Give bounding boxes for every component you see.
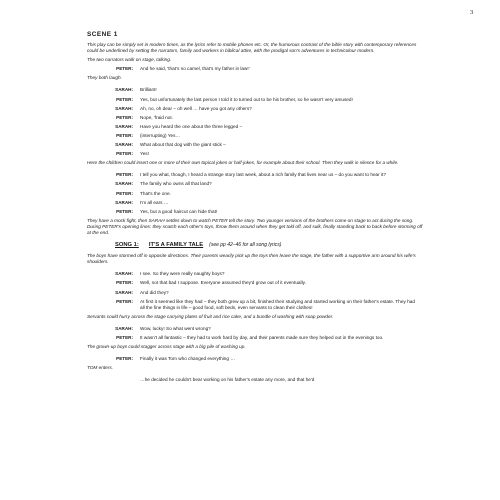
- stage-direction: The grown-up boys could stagger across stage with a big pile of washing up.: [87, 344, 246, 350]
- speaker-name: SARAH:: [115, 271, 133, 277]
- song-title: IT'S A FAMILY TALE: [148, 242, 204, 249]
- dialogue-line: [87, 133, 423, 139]
- dialogue-line: [87, 181, 423, 187]
- speaker-name: PETER:: [116, 280, 133, 286]
- dialogue-text: Brilliant!: [140, 87, 157, 93]
- speaker-name: SARAH:: [115, 181, 133, 187]
- speaker-name: [87, 377, 140, 383]
- dialogue-text: …he decided he couldn't bear working on his father's estate any more, and that he'd: [140, 377, 315, 383]
- dialogue-line: [87, 115, 423, 121]
- dialogue-text: And he said, 'that's no camel, that's my father in law!': [140, 66, 250, 72]
- song-note: (see pp 42–46 for all song lyrics): [209, 242, 282, 249]
- dialogue-text: Finally it was Tom who changed everything …: [140, 356, 236, 362]
- dialogue-text: Nope, 'fraid not.: [140, 114, 173, 120]
- speaker-name: SARAH:: [115, 87, 133, 93]
- stage-direction: TOM enters.: [87, 365, 113, 371]
- speaker-name: SARAH:: [115, 289, 133, 295]
- speaker-name: PETER:: [116, 114, 133, 120]
- dialogue-line: [87, 142, 423, 148]
- dialogue-text: I'm all ears …: [140, 199, 169, 205]
- speaker-name: PETER:: [116, 151, 133, 157]
- dialogue-text: Ah, no, oh dear – oh well … have you got any others?: [140, 105, 252, 111]
- stage-direction: They both laugh.: [87, 75, 122, 81]
- speaker-name: PETER:: [116, 172, 133, 178]
- dialogue-text: And did they?: [140, 289, 169, 295]
- speaker-name: SARAH:: [115, 325, 133, 331]
- dialogue-line: [87, 280, 423, 286]
- song-number: SONG 1:: [115, 242, 139, 249]
- dialogue-text: The family who owns all that land?: [140, 181, 212, 187]
- dialogue-line: [87, 172, 423, 178]
- speaker-name: SARAH:: [115, 199, 133, 205]
- speaker-name: SARAH:: [115, 105, 133, 111]
- song-heading: [115, 242, 423, 248]
- script-body: [87, 42, 423, 383]
- speaker-name: PETER:: [116, 132, 133, 138]
- dialogue-text: Yes, but a good haircut can hide that!: [140, 208, 218, 214]
- dialogue-text: What about that dog with the giant stick –: [140, 142, 226, 148]
- dialogue-line: [87, 124, 423, 130]
- dialogue-text: (interrupting) Yes…: [140, 132, 181, 138]
- dialogue-line: [87, 356, 423, 362]
- speaker-name: PETER:: [116, 96, 133, 102]
- dialogue-line: [87, 106, 423, 112]
- dialogue-text: That's the one.: [140, 190, 171, 196]
- dialogue-line: [87, 290, 423, 296]
- dialogue-line: [87, 87, 423, 93]
- dialogue-text: I tell you what, though, I heard a strange story last week, about a rich family that lives near us – do you want to hear it?: [140, 172, 386, 178]
- dialogue-line: [87, 299, 423, 311]
- dialogue-line: [87, 97, 423, 103]
- dialogue-line: [87, 200, 423, 206]
- stage-direction: They have a mock fight, then SARAH settles down to watch PETER tell the story. Two younger versions of the brothers come on stage to act during the song. During PETER's opening lines: they snatch each other's toys, throw them around when they get told off, and sulk, finally standing back to back before storming off at the end.: [87, 217, 423, 235]
- stage-direction: Servants could hurry across the stage carrying plates of fruit and rice cake, and a bundle of washing with soap powder.: [87, 313, 334, 319]
- dialogue-line: [87, 151, 423, 157]
- stage-direction: This play can be simply set in modern times, as the lyrics refer to mobile phones etc. Or, the humorous contrast of the bible story with contemporary references could be underlined by setting the narrators, family and workers in biblical attire, with the prodigal son's adventures in technicolour modern.: [87, 42, 417, 54]
- dialogue-text: Have you heard the one about the three legged –: [140, 123, 243, 129]
- speaker-name: PETER:: [116, 66, 133, 72]
- dialogue-line: [87, 335, 423, 341]
- stage-direction: The boys have stormed off in opposite directions. Their parents wearily pick up the toys then leave the stage, the father with a supportive arm around his wife's shoulders.: [87, 253, 416, 265]
- speaker-name: SARAH:: [115, 142, 133, 148]
- stage-direction: The two narrators walk on stage, talking.: [87, 57, 172, 63]
- dialogue-line: [87, 377, 423, 383]
- dialogue-line: [87, 191, 423, 197]
- dialogue-line: [87, 271, 423, 277]
- speaker-name: PETER:: [116, 335, 133, 340]
- dialogue-text: I see. So they were really naughty boys?: [140, 271, 225, 277]
- dialogue-line: [87, 209, 423, 215]
- dialogue-line: [87, 66, 423, 72]
- stage-direction: Here the children could insert one or more of their own topical jokes or half-jokes, for example about their school. Then they walk in silence for a while.: [87, 160, 399, 166]
- speaker-name: SARAH:: [115, 123, 133, 129]
- speaker-name: PETER:: [116, 190, 133, 196]
- page-number: 3: [470, 9, 474, 16]
- scene-heading: SCENE 1: [87, 31, 118, 38]
- script-page: [87, 31, 423, 386]
- dialogue-text: Wow, lucky! So what went wrong?: [140, 325, 211, 331]
- dialogue-text: It wasn't all fantastic – they had to work hard by day, and their parents made sure they helped out in the evenings too.: [140, 335, 384, 340]
- speaker-name: PETER:: [116, 208, 133, 214]
- speaker-name: PETER:: [116, 356, 133, 362]
- speaker-name: PETER:: [116, 298, 133, 304]
- dialogue-text: Well, not that bad I suppose. Everyone assumed they'd grow out of it eventually.: [140, 280, 306, 286]
- dialogue-text: Yes!: [140, 151, 149, 157]
- dialogue-text: At first it seemed like they had – they both grew up a bit, finished their studying and started working on their father's estate. They had all the fine things in life – good food, soft beds, even servants to clean their clothes!: [140, 298, 415, 310]
- dialogue-text: Yes, but unfortunately the last person I told it to turned out to be his brother, so he wasn't very amused!: [140, 96, 353, 102]
- dialogue-line: [87, 326, 423, 332]
